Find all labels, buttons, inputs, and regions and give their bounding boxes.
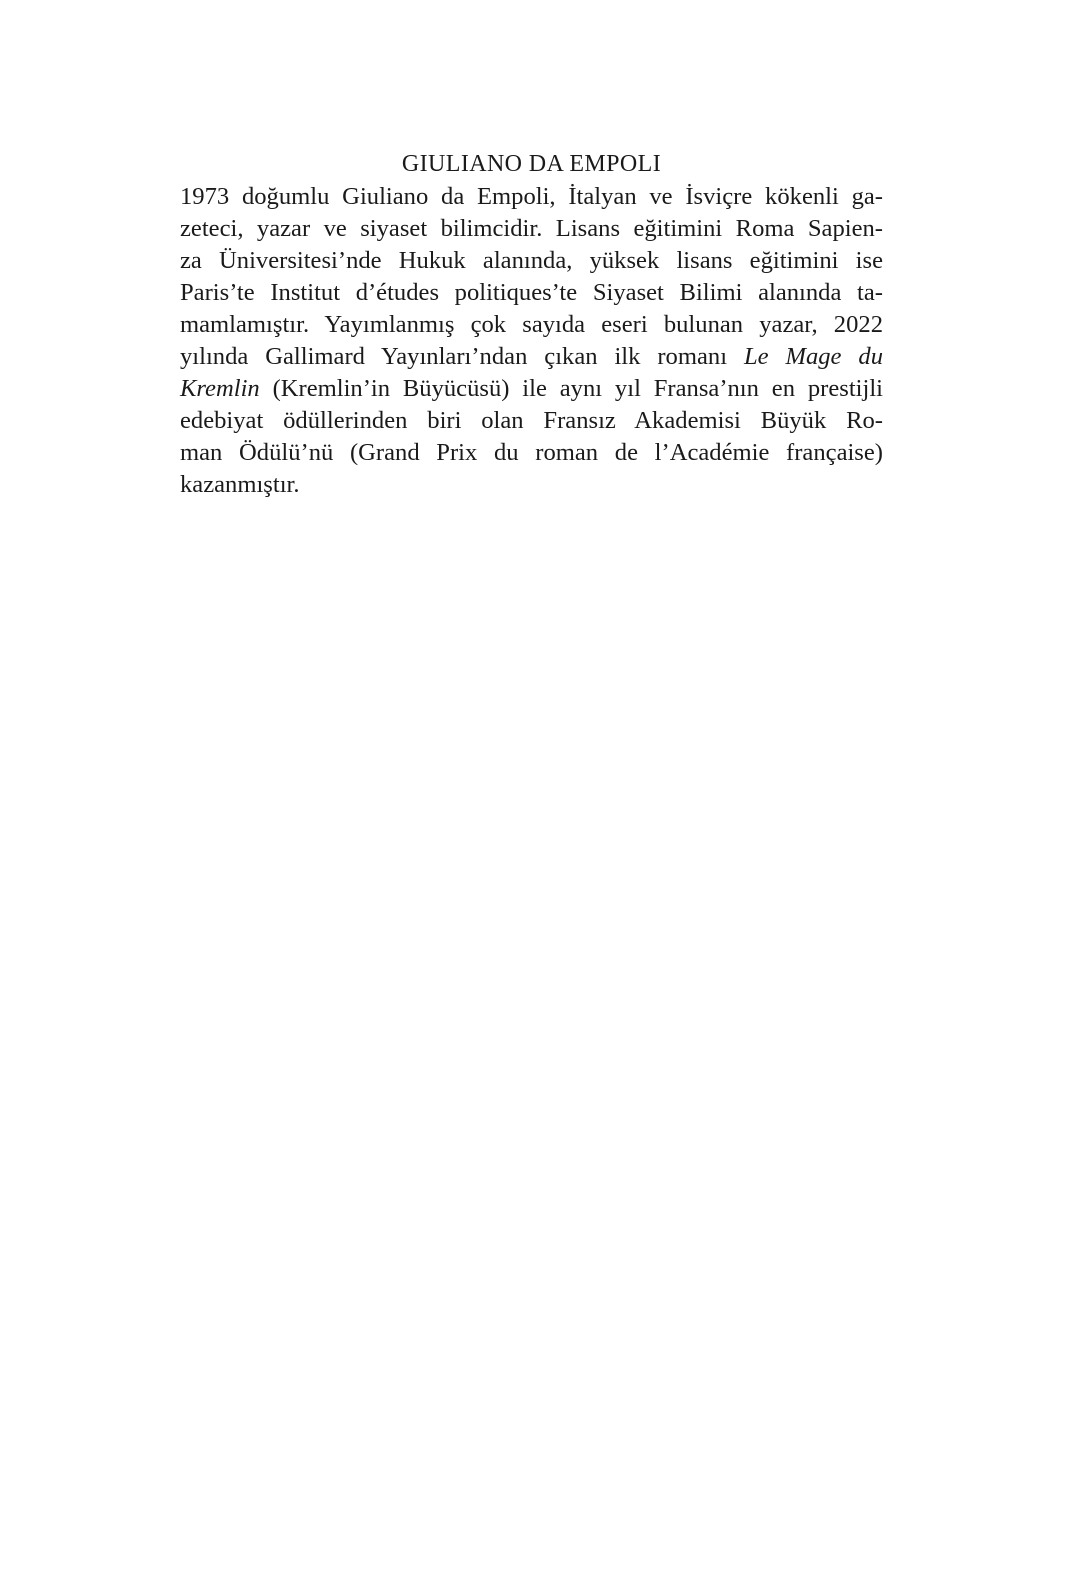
bio-line-7-text: (Kremlin’in Büyücüsü) ile aynı yıl Fransa’nın en prestijli	[272, 375, 883, 402]
author-bio-paragraph	[180, 181, 883, 501]
bio-line-6	[180, 341, 883, 373]
bio-line-2: zeteci, yazar ve siyaset bilimcidir. Lisans eğitimini Roma Sapien-	[180, 215, 883, 242]
novel-title-part2: Kremlin	[180, 375, 260, 402]
bio-line-10: kazanmıştır.	[180, 471, 300, 498]
novel-title-part1: Le Mage du	[743, 343, 883, 370]
bio-line-8: edebiyat ödüllerinden biri olan Fransız Akademisi Büyük Ro-	[180, 407, 883, 434]
author-name-heading: GIULIANO DA EMPOLI	[401, 151, 662, 177]
bio-line-4: Paris’te Institut d’études politiques’te Siyaset Bilimi alanında ta-	[180, 279, 883, 306]
bio-line-3: za Üniversitesi’nde Hukuk alanında, yüksek lisans eğitimini ise	[180, 247, 883, 274]
bio-line-1: 1973 doğumlu Giuliano da Empoli, İtalyan ve İsviçre kökenli ga-	[180, 183, 883, 210]
bio-line-7	[180, 373, 883, 405]
bio-line-5: mamlamıştır. Yayımlanmış çok sayıda eseri bulunan yazar, 2022	[180, 311, 883, 338]
bio-line-9: man Ödülü’nü (Grand Prix du roman de l’Académie française)	[180, 439, 883, 466]
bio-line-6-text: yılında Gallimard Yayınları’ndan çıkan ilk romanı	[180, 343, 744, 370]
author-bio-block	[180, 148, 883, 501]
